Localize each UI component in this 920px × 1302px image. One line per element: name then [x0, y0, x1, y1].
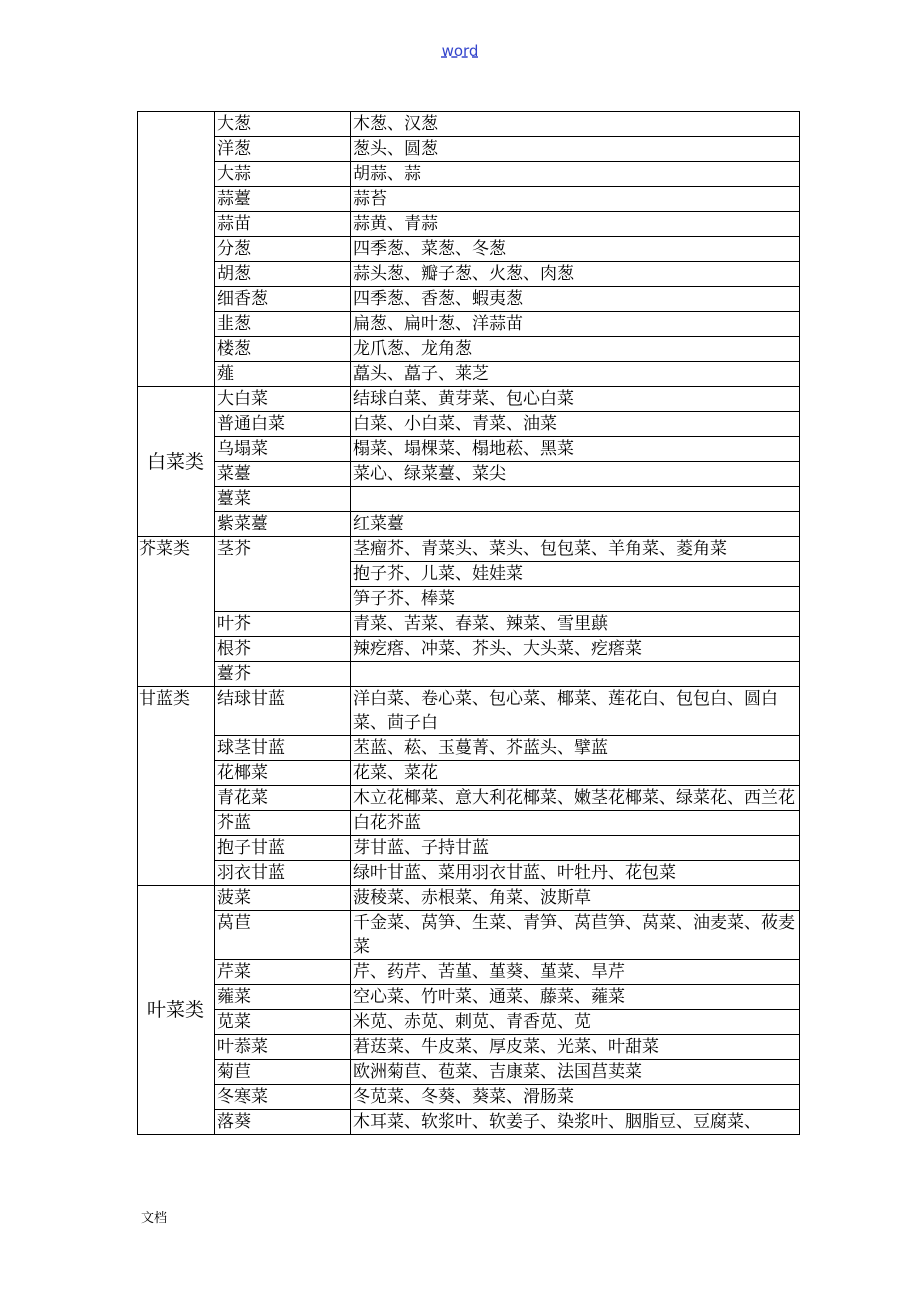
table-row: [138, 212, 800, 237]
table-row: [138, 637, 800, 662]
table-row: [138, 911, 800, 960]
vegetable-name-cell: 蒜苗: [215, 212, 351, 237]
vegetable-name-cell: 韭葱: [215, 312, 351, 337]
vegetable-name-cell: 茎芥: [215, 537, 351, 612]
alias-cell: 木立花椰菜、意大利花椰菜、嫩茎花椰菜、绿菜花、西兰花: [351, 786, 800, 811]
table-row: [138, 612, 800, 637]
alias-cell: 白菜、小白菜、青菜、油菜: [351, 412, 800, 437]
alias-cell: 冬苋菜、冬葵、葵菜、滑肠菜: [351, 1085, 800, 1110]
alias-cell: 胡蒜、蒜: [351, 162, 800, 187]
alias-cell: 辣疙瘩、冲菜、芥头、大头菜、疙瘩菜: [351, 637, 800, 662]
vegetable-name-cell: 大白菜: [215, 387, 351, 412]
vegetable-name-cell: 莴苣: [215, 911, 351, 960]
alias-cell: 洋白菜、卷心菜、包心菜、椰菜、莲花白、包包白、圆白菜、茴子白: [351, 687, 800, 736]
table-row: [138, 811, 800, 836]
table-row: [138, 137, 800, 162]
alias-cell: [351, 662, 800, 687]
alias-cell: 苤蓝、菘、玉蔓菁、芥蓝头、擘蓝: [351, 736, 800, 761]
alias-cell: 空心菜、竹叶菜、通菜、藤菜、蕹菜: [351, 985, 800, 1010]
vegetable-name-cell: 大葱: [215, 112, 351, 137]
table-row: [138, 112, 800, 137]
vegetable-name-cell: 蒜薹: [215, 187, 351, 212]
vegetable-name-cell: 芥蓝: [215, 811, 351, 836]
vegetable-name-cell: 羽衣甘蓝: [215, 861, 351, 886]
table-row: [138, 287, 800, 312]
alias-cell: 绿叶甘蓝、菜用羽衣甘蓝、叶牡丹、花包菜: [351, 861, 800, 886]
table-row: [138, 362, 800, 387]
alias-cell: 藠头、藠子、莱芝: [351, 362, 800, 387]
category-cell: 甘蓝类: [138, 687, 215, 886]
alias-cell: 蒜苔: [351, 187, 800, 212]
table-row: [138, 162, 800, 187]
table-row: [138, 960, 800, 985]
vegetable-name-cell: 叶菾菜: [215, 1035, 351, 1060]
vegetable-name-cell: 紫菜薹: [215, 512, 351, 537]
table-row: [138, 537, 800, 562]
table-row: [138, 487, 800, 512]
table-row: [138, 1060, 800, 1085]
category-cell: 白菜类: [138, 387, 215, 537]
vegetable-name-cell: 根芥: [215, 637, 351, 662]
alias-cell: 四季葱、香葱、蝦夷葱: [351, 287, 800, 312]
alias-cell: 白花芥蓝: [351, 811, 800, 836]
table-row: [138, 462, 800, 487]
table-row: [138, 886, 800, 911]
alias-cell: 龙爪葱、龙角葱: [351, 337, 800, 362]
vegetable-name-cell: 分葱: [215, 237, 351, 262]
category-cell: 芥菜类: [138, 537, 215, 687]
category-cell: [138, 112, 215, 387]
table-row: [138, 1085, 800, 1110]
table-row: [138, 337, 800, 362]
table-row: [138, 512, 800, 537]
vegetable-name-cell: 球茎甘蓝: [215, 736, 351, 761]
alias-cell: 青菜、苦菜、春菜、辣菜、雪里蕻: [351, 612, 800, 637]
table-row: [138, 262, 800, 287]
vegetable-name-cell: 结球甘蓝: [215, 687, 351, 736]
vegetable-name-cell: 青花菜: [215, 786, 351, 811]
alias-cell: 蒜黄、青蒜: [351, 212, 800, 237]
alias-cell: 葱头、圆葱: [351, 137, 800, 162]
table-row: [138, 761, 800, 786]
alias-cell: 菜心、绿菜薹、菜尖: [351, 462, 800, 487]
alias-cell: 榻菜、塌棵菜、榻地菘、黑菜: [351, 437, 800, 462]
alias-cell: 欧洲菊苣、苞菜、吉康菜、法国莒荬菜: [351, 1060, 800, 1085]
vegetable-name-cell: 薹菜: [215, 487, 351, 512]
alias-cell: 千金菜、莴笋、生菜、青笋、莴苣笋、莴菜、油麦菜、莜麦菜: [351, 911, 800, 960]
vegetable-name-cell: 普通白菜: [215, 412, 351, 437]
vegetable-name-cell: 洋葱: [215, 137, 351, 162]
category-cell: 叶菜类: [138, 886, 215, 1135]
vegetable-name-cell: 落葵: [215, 1110, 351, 1135]
alias-cell: 木葱、汉葱: [351, 112, 800, 137]
page-header: word: [441, 42, 479, 60]
alias-cell: 芽甘蓝、子持甘蓝: [351, 836, 800, 861]
alias-cell: 茎瘤芥、青菜头、菜头、包包菜、羊角菜、菱角菜: [351, 537, 800, 562]
table-row: [138, 312, 800, 337]
vegetable-name-cell: 细香葱: [215, 287, 351, 312]
alias-cell: 木耳菜、软浆叶、软姜子、染浆叶、胭脂豆、豆腐菜、: [351, 1110, 800, 1135]
vegetable-name-cell: 菠菜: [215, 886, 351, 911]
table-row: [138, 387, 800, 412]
table-row: [138, 687, 800, 736]
alias-cell: 抱子芥、儿菜、娃娃菜: [351, 562, 800, 587]
vegetable-name-cell: 叶芥: [215, 612, 351, 637]
table-row: [138, 237, 800, 262]
alias-cell: 芹、药芹、苦堇、堇葵、堇菜、旱芹: [351, 960, 800, 985]
table-row: [138, 412, 800, 437]
vegetable-name-cell: 菜薹: [215, 462, 351, 487]
alias-cell: 蒜头葱、瓣子葱、火葱、肉葱: [351, 262, 800, 287]
alias-cell: 扁葱、扁叶葱、洋蒜苗: [351, 312, 800, 337]
vegetable-name-cell: 冬寒菜: [215, 1085, 351, 1110]
table-row: [138, 985, 800, 1010]
table-row: [138, 662, 800, 687]
vegetable-name-cell: 薤: [215, 362, 351, 387]
vegetable-table: [137, 111, 800, 1135]
vegetable-name-cell: 大蒜: [215, 162, 351, 187]
alias-cell: 红菜薹: [351, 512, 800, 537]
alias-cell: 米苋、赤苋、刺苋、青香苋、苋: [351, 1010, 800, 1035]
alias-cell: 四季葱、菜葱、冬葱: [351, 237, 800, 262]
alias-cell: 结球白菜、黄芽菜、包心白菜: [351, 387, 800, 412]
table-row: [138, 736, 800, 761]
vegetable-name-cell: 薹芥: [215, 662, 351, 687]
alias-cell: 莙荙菜、牛皮菜、厚皮菜、光菜、叶甜菜: [351, 1035, 800, 1060]
alias-cell: 笋子芥、棒菜: [351, 587, 800, 612]
vegetable-name-cell: 抱子甘蓝: [215, 836, 351, 861]
vegetable-name-cell: 乌塌菜: [215, 437, 351, 462]
table-row: [138, 1110, 800, 1135]
vegetable-name-cell: 芹菜: [215, 960, 351, 985]
table-row: [138, 861, 800, 886]
alias-cell: [351, 487, 800, 512]
page-footer: 文档: [141, 1211, 168, 1226]
vegetable-name-cell: 菊苣: [215, 1060, 351, 1085]
table-row: [138, 836, 800, 861]
vegetable-name-cell: 苋菜: [215, 1010, 351, 1035]
alias-cell: 花菜、菜花: [351, 761, 800, 786]
table-row: [138, 786, 800, 811]
table-row: [138, 1035, 800, 1060]
vegetable-name-cell: 楼葱: [215, 337, 351, 362]
vegetable-name-cell: 蕹菜: [215, 985, 351, 1010]
table-row: [138, 187, 800, 212]
vegetable-name-cell: 花椰菜: [215, 761, 351, 786]
vegetable-name-cell: 胡葱: [215, 262, 351, 287]
alias-cell: 菠稜菜、赤根菜、角菜、波斯草: [351, 886, 800, 911]
table-row: [138, 1010, 800, 1035]
table-row: [138, 437, 800, 462]
